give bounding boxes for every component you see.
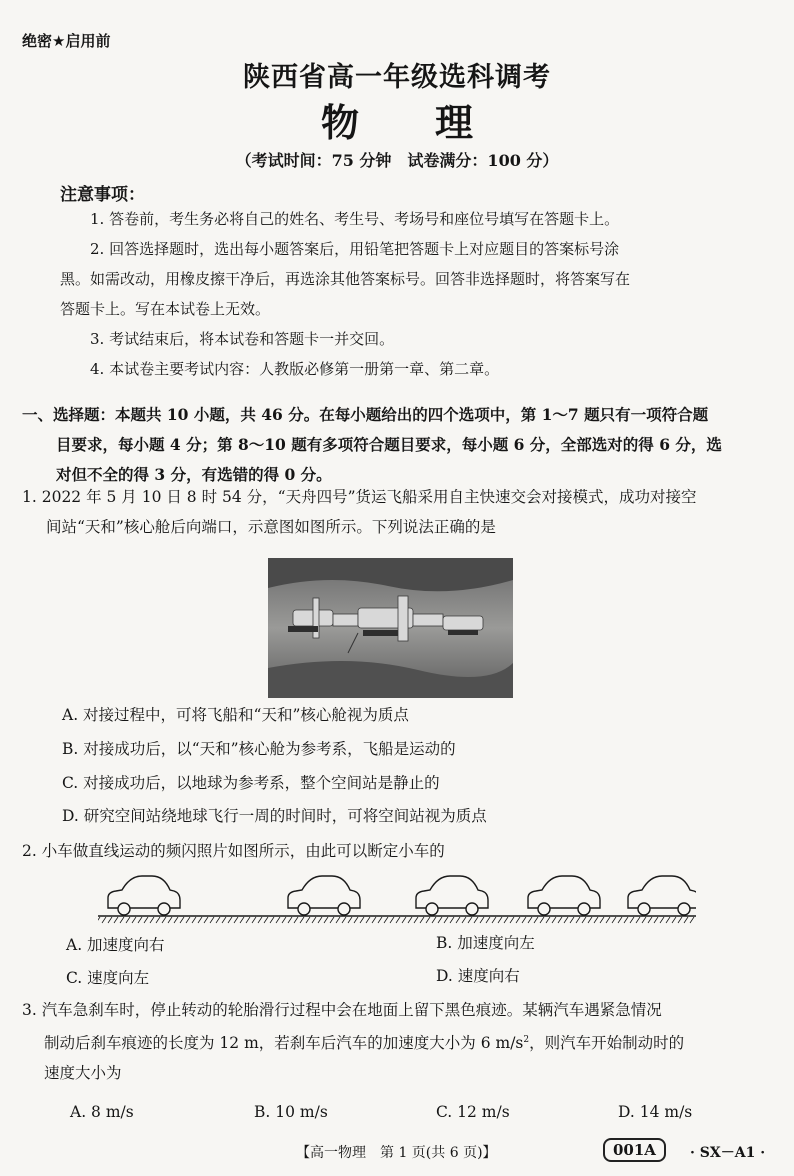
- notice-heading: 注意事项：: [60, 185, 145, 205]
- q2-option-a: A. 加速度向右: [66, 936, 165, 954]
- question-1-stem-cont: 间站“天和”核心舱后向端口，示意图如图所示。下列说法正确的是: [46, 518, 496, 536]
- question-3: [22, 995, 782, 1088]
- exam-info: （考试时间：75 分钟 试卷满分：100 分）: [235, 151, 559, 170]
- notice-list: [60, 204, 760, 384]
- subject-title: [0, 92, 794, 147]
- subject-char-2: 理: [435, 100, 474, 145]
- q1-option-a: A. 对接过程中，可将飞船和“天和”核心舱视为质点: [62, 706, 409, 724]
- paper-code: 001A: [603, 1138, 666, 1162]
- q3-stem-part: 制动后刹车痕迹的长度为 12 m，若刹车后汽车的加速度大小为 6 m/s: [44, 1034, 524, 1053]
- subject-char-1: 物: [320, 100, 359, 145]
- question-1: [22, 482, 774, 542]
- notice-item: 1. 答卷前，考生务必将自己的姓名、考生号、考场号和座位号填写在答题卡上。: [90, 210, 620, 228]
- section-line: 目要求，每小题 4 分；第 8～10 题有多项符合题目要求，每小题 6 分，全部选对的得 6 分，选: [56, 435, 722, 454]
- series-code: · SX－A1 ·: [690, 1145, 766, 1161]
- section-line: 对但不全的得 3 分，有选错的得 0 分。: [56, 465, 332, 484]
- car-outline: [108, 876, 180, 915]
- question-3-stem-cont: 速度大小为: [44, 1064, 122, 1083]
- exam-title: 陕西省高一年级选科调考: [243, 62, 551, 93]
- car-outline: [628, 876, 696, 915]
- q1-option-d: D. 研究空间站绕地球飞行一周的时间时，可将空间站视为质点: [62, 807, 487, 825]
- q3-option-a: A. 8 m/s: [70, 1103, 134, 1121]
- car-outline: [416, 876, 488, 915]
- notice-item: 4. 本试卷主要考试内容：人教版必修第一册第一章、第二章。: [90, 360, 500, 378]
- q2-option-b: B. 加速度向左: [436, 934, 535, 952]
- page-number: 【高一物理 第 1 页(共 6 页)】: [296, 1145, 497, 1161]
- car-outline: [528, 876, 600, 915]
- q3-option-d: D. 14 m/s: [618, 1103, 693, 1121]
- q1-option-b: B. 对接成功后，以“天和”核心舱为参考系，飞船是运动的: [62, 740, 456, 758]
- space-station-photo: [268, 558, 513, 698]
- notice-item: 3. 考试结束后，将本试卷和答题卡一并交回。: [90, 330, 395, 348]
- question-2-stem: 2. 小车做直线运动的频闪照片如图所示，由此可以断定小车的: [22, 842, 445, 860]
- section-line: 一、选择题：本题共 10 小题，共 46 分。在每小题给出的四个选项中，第 1～7 题只有一项符合题: [22, 405, 709, 424]
- question-1-stem: 1. 2022 年 5 月 10 日 8 时 54 分，“天舟四号”货运飞船采用自主快速交会对接模式，成功对接空: [22, 488, 697, 506]
- notice-item: 2. 回答选择题时，选出每小题答案后，用铅笔把答题卡上对应题目的答案标号涂: [90, 240, 620, 258]
- section-instructions: [22, 400, 774, 490]
- notice-item: 答题卡上。写在本试卷上无效。: [60, 300, 271, 318]
- q2-option-c: C. 速度向左: [66, 969, 150, 987]
- car-strobe-figure: [98, 868, 696, 928]
- question-3-stem-cont: [22, 1025, 782, 1058]
- q3-option-c: C. 12 m/s: [436, 1103, 510, 1121]
- q3-superscript: 2: [523, 1035, 530, 1045]
- q3-stem-part: ，则汽车开始制动时的: [529, 1034, 685, 1053]
- notice-item: 黑。如需改动，用橡皮擦干净后，再选涂其他答案标号。回答非选择题时，将答案写在: [60, 270, 631, 288]
- q3-option-b: B. 10 m/s: [254, 1103, 328, 1121]
- confidential-label: 绝密★启用前: [22, 32, 111, 50]
- q2-option-d: D. 速度向右: [436, 967, 520, 985]
- q1-option-c: C. 对接成功后，以地球为参考系，整个空间站是静止的: [62, 774, 440, 792]
- car-outline: [288, 876, 360, 915]
- question-3-stem: 3. 汽车急刹车时，停止转动的轮胎滑行过程中会在地面上留下黑色痕迹。某辆汽车遇紧急情况: [22, 1001, 662, 1019]
